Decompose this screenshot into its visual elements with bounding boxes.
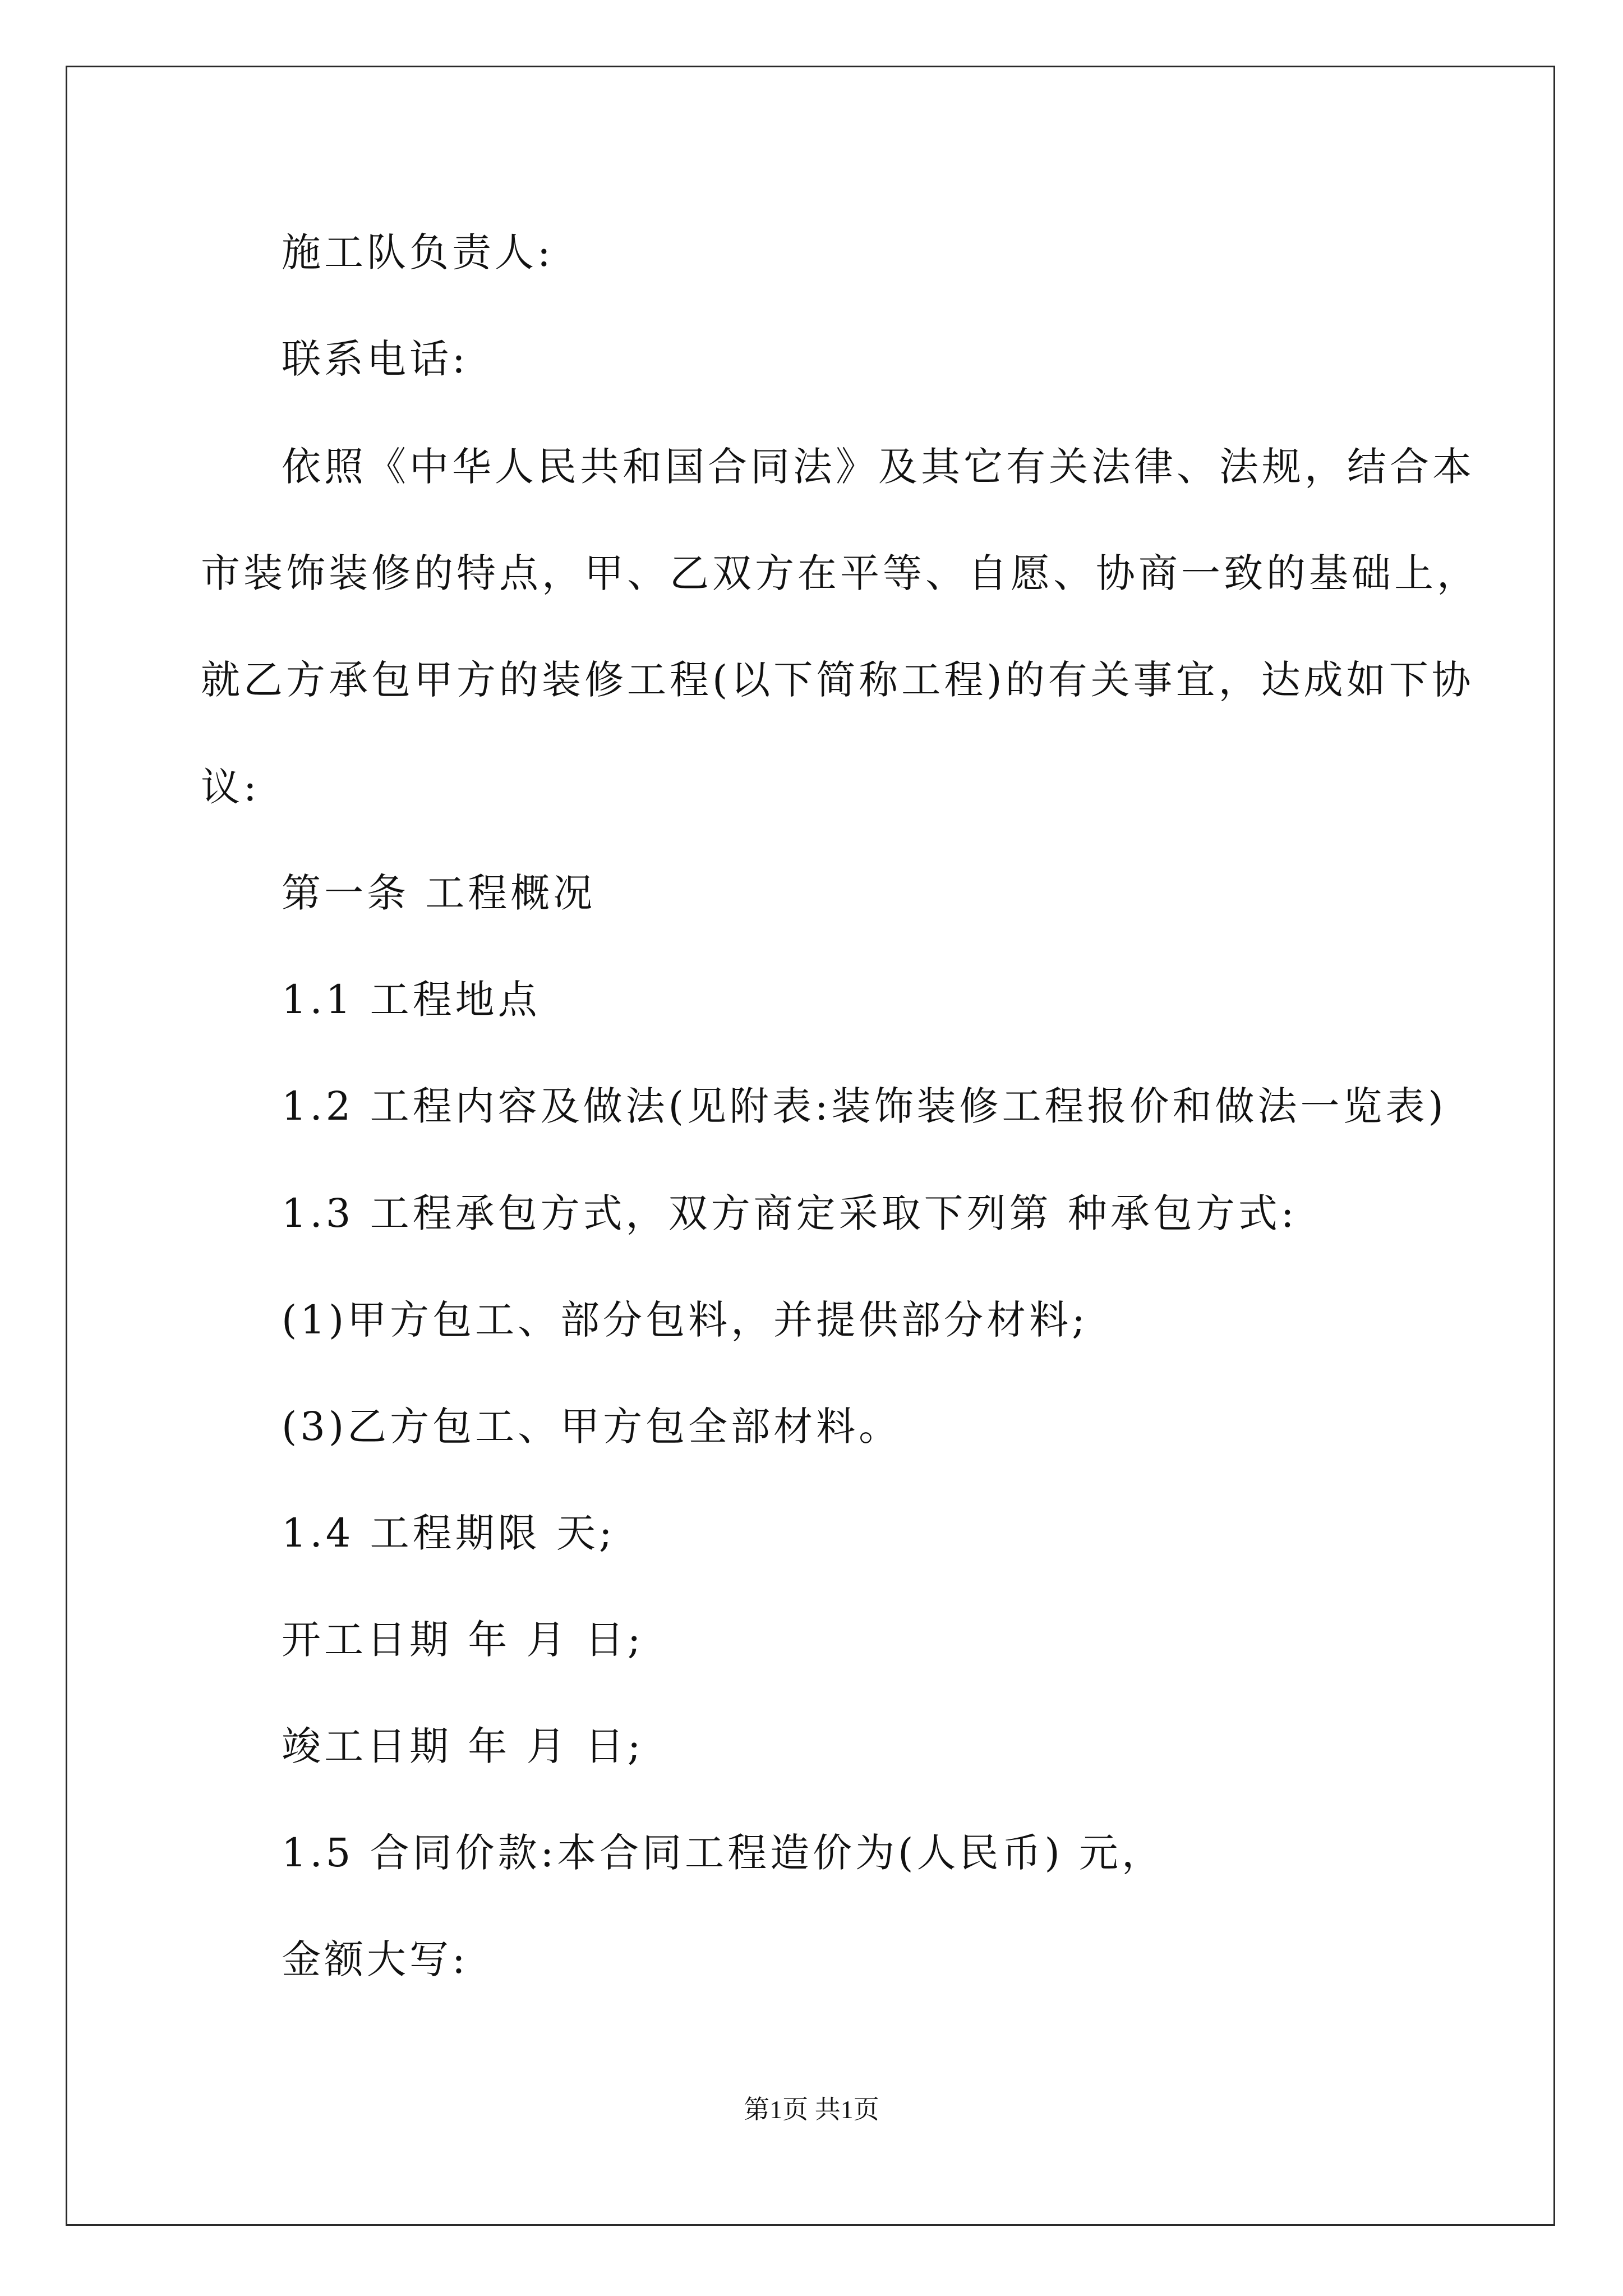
- option-1: (1)甲方包工、部分包料，并提供部分材料;: [282, 1297, 1089, 1343]
- clause-1-1: 1.1 工程地点: [282, 977, 541, 1023]
- clause-1-4: 1.4 工程期限 天;: [282, 1510, 616, 1556]
- clause-1-2: 1.2 工程内容及做法(见附表:装饰装修工程报价和做法一览表): [282, 1083, 1447, 1129]
- completion-date-line: 竣工日期 年 月 日;: [282, 1723, 644, 1769]
- amount-in-words-label: 金额大写:: [282, 1936, 469, 1982]
- preamble-line-3: 就乙方承包甲方的装修工程(以下简称工程)的有关事宜，达成如下协: [201, 657, 1474, 703]
- article-1-heading: 第一条 工程概况: [282, 870, 596, 916]
- contact-phone-label: 联系电话:: [282, 336, 469, 382]
- clause-1-3: 1.3 工程承包方式，双方商定采取下列第 种承包方式:: [282, 1190, 1298, 1236]
- start-date-line: 开工日期 年 月 日;: [282, 1617, 644, 1663]
- page-border: [66, 66, 1555, 2226]
- preamble-line-1: 依照《中华人民共和国合同法》及其它有关法律、法规，结合本: [282, 444, 1475, 490]
- preamble-line-2: 市装饰装修的特点，甲、乙双方在平等、自愿、协商一致的基础上，: [201, 550, 1479, 596]
- clause-1-5: 1.5 合同价款:本合同工程造价为(人民币) 元，: [282, 1830, 1165, 1876]
- page-footer: 第1页 共1页: [744, 2095, 879, 2124]
- preamble-line-4: 议:: [201, 764, 260, 810]
- option-3: (3)乙方包工、甲方包全部材料。: [282, 1404, 902, 1450]
- contractor-leader-label: 施工队负责人:: [282, 229, 554, 275]
